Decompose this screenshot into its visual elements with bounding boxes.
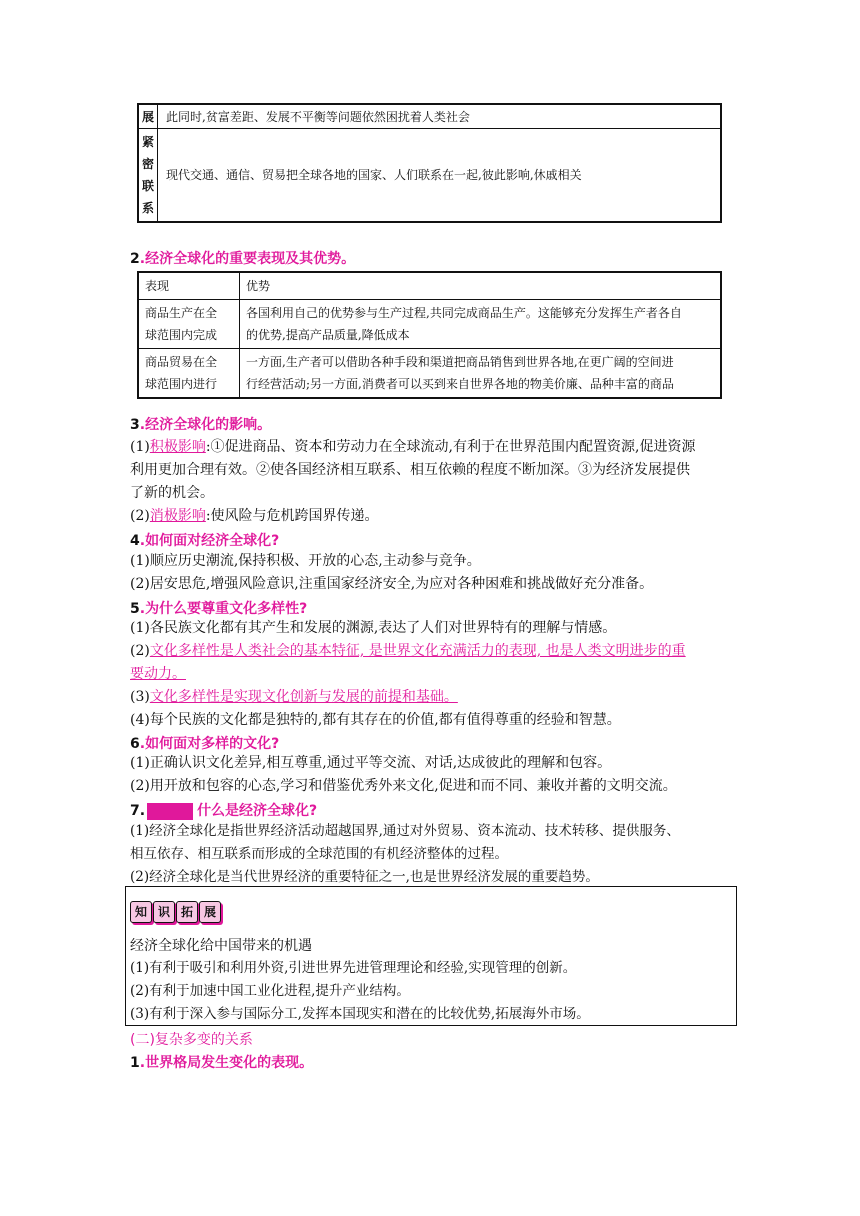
section-number: 3	[130, 417, 140, 433]
box-title: 经济全球化给中国带来的机遇	[130, 938, 312, 954]
section-number: 5	[130, 601, 140, 617]
row-key	[138, 128, 158, 222]
key-char: 系	[141, 200, 154, 215]
cell-line: 一方面,生产者可以借助各种手段和渠道把商品销售到世界各地,在更广阔的空间进	[246, 355, 674, 369]
paragraph-line: 利用更加合理有效。②使各国经济相互联系、相互依赖的程度不断加深。③为经济发展提供	[130, 462, 690, 478]
paragraph-line: (2)用开放和包容的心态,学习和借鉴优秀外来文化,促进和而不同、兼收并蓄的文明交流。	[130, 778, 677, 794]
list-marker: (3)	[130, 689, 150, 705]
section-heading	[130, 598, 307, 618]
header-cell: 优势	[240, 272, 722, 300]
section-number: 4	[130, 533, 140, 549]
table-row	[138, 104, 721, 128]
table-header-row	[138, 272, 721, 300]
section-number: 1	[130, 1055, 140, 1071]
section-heading	[130, 530, 279, 550]
cell-line: 商品生产在全	[145, 306, 218, 320]
paragraph-line: (2)居安思危,增强风险意识,注重国家经济安全,为应对各种困难和挑战做好充分准备。	[130, 576, 654, 592]
paragraph-line: (1)各民族文化都有其产生和发展的渊源,表达了人们对世界特有的理解与情感。	[130, 620, 617, 636]
header-cell: 表现	[138, 272, 240, 300]
paragraph-line: (2)有利于加速中国工业化进程,提升产业结构。	[130, 983, 410, 999]
line-text: :使风险与危机跨国界传递。	[205, 508, 379, 524]
key-term: 文化多样性是人类社会的基本特征, 是世界文化充满活力的表现, 也是人类文明进步的重	[149, 643, 686, 659]
section-title: .如何面对经济全球化?	[139, 533, 280, 549]
section-heading	[130, 414, 271, 434]
key-char: 联	[141, 178, 154, 193]
key-char: 密	[141, 156, 154, 171]
section-heading	[130, 248, 355, 268]
table-cell	[240, 349, 722, 399]
key-term: 消极影响	[149, 508, 206, 524]
cell-line: 商品贸易在全	[145, 355, 218, 369]
paragraph-line	[130, 663, 730, 686]
paragraph-line: 相互依存、相互联系而形成的全球范围的有机经济整体的过程。	[130, 846, 508, 862]
table-row	[138, 128, 721, 222]
section-number: 6	[130, 736, 140, 752]
row-key: 展	[138, 104, 158, 128]
knowledge-badge	[130, 901, 221, 923]
table-cell	[138, 349, 240, 399]
paragraph-line	[130, 686, 730, 709]
cell-line: 球范围内完成	[145, 328, 218, 342]
badge-char: 拓	[176, 901, 198, 923]
section-title: .如何面对多样的文化?	[139, 736, 280, 752]
badge-char: 展	[199, 901, 221, 923]
table-cell	[138, 300, 240, 349]
paragraph-line	[130, 640, 730, 663]
paragraph-line: (1)正确认识文化差异,相互尊重,通过平等交流、对话,达成彼此的理解和包容。	[130, 755, 612, 771]
cell-line: 的优势,提高产品质量,降低成本	[246, 328, 410, 342]
paragraph-line: (2)经济全球化是当代世界经济的重要特征之一,也是世界经济发展的重要趋势。	[130, 869, 599, 885]
paragraph-line: 了新的机会。	[130, 485, 214, 501]
section-title: .经济全球化的影响。	[139, 417, 272, 433]
key-term: 要动力。	[130, 666, 186, 682]
section-heading	[130, 733, 279, 753]
section-heading	[130, 800, 317, 820]
part-title: (二)复杂多变的关系	[130, 1032, 253, 1048]
list-marker: (2)	[130, 643, 150, 659]
section-number: 7.	[130, 803, 146, 819]
table-row	[138, 349, 721, 399]
paragraph-line: (1)有利于吸引和利用外资,引进世界先进管理理论和经验,实现管理的创新。	[130, 960, 577, 976]
row-text: 此同时,贫富差距、发展不平衡等问题依然困扰着人类社会	[158, 104, 722, 128]
section-title: .世界格局发生变化的表现。	[139, 1055, 314, 1071]
section-title: .经济全球化的重要表现及其优势。	[139, 251, 356, 267]
cell-line: 各国利用自己的优势参与生产过程,共同完成商品生产。这能够充分发挥生产者各自	[246, 306, 682, 320]
paragraph-line: (3)有利于深入参与国际分工,发挥本国现实和潜在的比较优势,拓展海外市场。	[130, 1006, 590, 1022]
line-text: :①促进商品、资本和劳动力在全球流动,有利于在世界范围内配置资源,促进资源	[205, 439, 696, 455]
section-heading	[130, 1052, 313, 1072]
list-marker: (1)	[130, 439, 150, 455]
paragraph-line: (1)顺应历史潮流,保持积极、开放的心态,主动参与竞争。	[130, 553, 481, 569]
table-cell	[240, 300, 722, 349]
badge-char: 知	[130, 901, 152, 923]
row-text: 现代交通、通信、贸易把全球各地的国家、人们联系在一起,彼此影响,休戚相关	[158, 128, 722, 222]
section-number: 2	[130, 251, 140, 267]
paragraph-line: (4)每个民族的文化都是独特的,都有其存在的价值,都有值得尊重的经验和智慧。	[130, 712, 621, 728]
cell-line: 球范围内进行	[145, 377, 218, 391]
list-marker: (2)	[130, 508, 150, 524]
paragraph-line	[130, 505, 730, 528]
badge-char: 识	[153, 901, 175, 923]
continuation-table	[137, 103, 722, 223]
paragraph-line: (1)经济全球化是指世界经济活动超越国界,通过对外贸易、资本流动、技术转移、提供服务、	[130, 823, 680, 839]
key-term: 文化多样性是实现文化创新与发展的前提和基础。	[149, 689, 458, 705]
paragraph-line	[130, 436, 730, 459]
section-title: .为什么要尊重文化多样性?	[139, 601, 308, 617]
section-title: 什么是经济全球化?	[197, 803, 318, 819]
advantages-table	[137, 271, 722, 399]
key-term: 积极影响	[149, 439, 206, 455]
highlight-marker	[147, 803, 193, 820]
table-row	[138, 300, 721, 349]
cell-line: 行经营活动;另一方面,消费者可以买到来自世界各地的物美价廉、品种丰富的商品	[246, 377, 674, 391]
key-char: 紧	[141, 134, 154, 149]
